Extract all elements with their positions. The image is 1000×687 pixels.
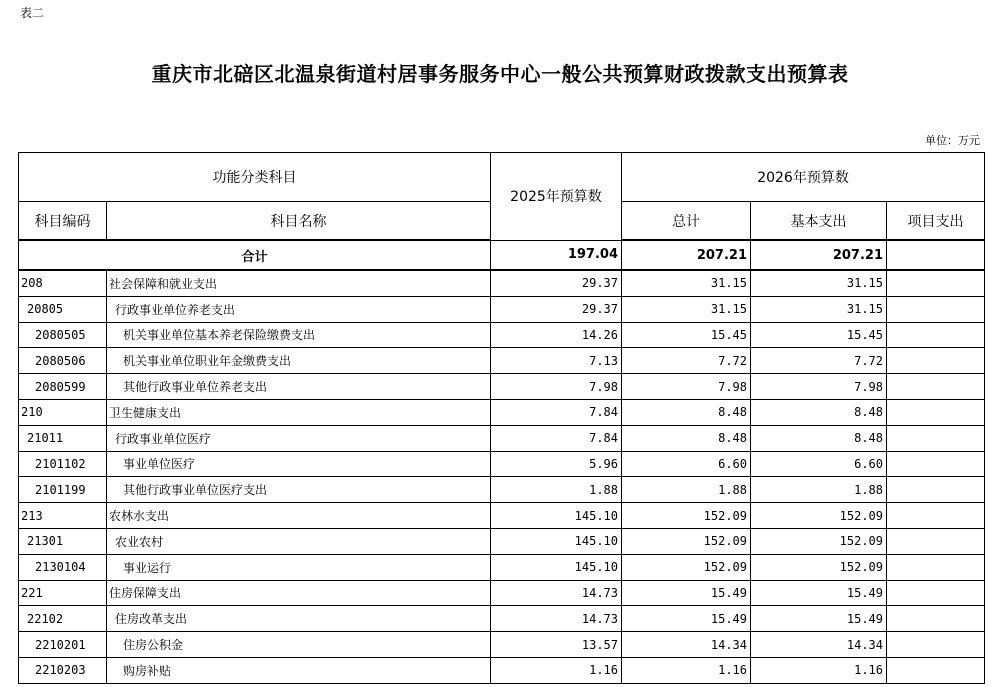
- cell-name: 事业单位医疗: [107, 451, 491, 477]
- cell-2025: 7.13: [491, 348, 622, 374]
- table-row: [19, 270, 985, 296]
- cell-code: 2130104: [19, 554, 107, 580]
- cell-2025: 145.10: [491, 554, 622, 580]
- cell-name: 行政事业单位医疗: [107, 425, 491, 451]
- cell-code: 22102: [19, 606, 107, 632]
- table-row: [19, 606, 985, 632]
- page-title: 重庆市北碚区北温泉街道村居事务服务中心一般公共预算财政拨款支出预算表: [151, 62, 849, 86]
- cell-2026-total: 152.09: [622, 503, 751, 529]
- cell-code: 21301: [19, 528, 107, 554]
- cell-name: 行政事业单位养老支出: [107, 296, 491, 322]
- cell-2026-basic: 1.88: [751, 477, 887, 503]
- table-row: [19, 322, 985, 348]
- table-row: [19, 425, 985, 451]
- cell-2026-project: [887, 399, 985, 425]
- cell-2026-basic: 7.72: [751, 348, 887, 374]
- cell-name: 社会保障和就业支出: [107, 270, 491, 296]
- cell-code: 2080506: [19, 348, 107, 374]
- cell-2025: 13.57: [491, 632, 622, 658]
- cell-2026-project: [887, 606, 985, 632]
- header-budget-2025: 2025年预算数: [491, 153, 622, 241]
- cell-2026-basic: 14.34: [751, 632, 887, 658]
- unit-label: 单位：万元: [925, 134, 980, 147]
- cell-2026-basic: 15.49: [751, 606, 887, 632]
- cell-2026-project: [887, 296, 985, 322]
- cell-name: 其他行政事业单位医疗支出: [107, 477, 491, 503]
- cell-code: 2080505: [19, 322, 107, 348]
- cell-2026-basic: 31.15: [751, 296, 887, 322]
- cell-2026-project: [887, 554, 985, 580]
- cell-2025: 14.73: [491, 606, 622, 632]
- cell-name: 农林水支出: [107, 503, 491, 529]
- cell-2026-basic: 15.49: [751, 580, 887, 606]
- cell-2026-project: [887, 657, 985, 683]
- cell-code: 213: [19, 503, 107, 529]
- cell-2026-total: 7.98: [622, 374, 751, 400]
- cell-2026-project: [887, 477, 985, 503]
- cell-2025: 7.84: [491, 425, 622, 451]
- table-row: [19, 657, 985, 683]
- cell-2025: 29.37: [491, 296, 622, 322]
- cell-2025: 14.73: [491, 580, 622, 606]
- table-row: [19, 554, 985, 580]
- cell-2026-project: [887, 451, 985, 477]
- cell-2026-total: 14.34: [622, 632, 751, 658]
- header-basic: 基本支出: [751, 202, 887, 241]
- cell-2026-total: 15.45: [622, 322, 751, 348]
- cell-2026-project: [887, 528, 985, 554]
- cell-name: 其他行政事业单位养老支出: [107, 374, 491, 400]
- cell-code: 21011: [19, 425, 107, 451]
- cell-code: 2080599: [19, 374, 107, 400]
- header-project: 项目支出: [887, 202, 985, 241]
- cell-2025: 7.98: [491, 374, 622, 400]
- cell-2025: 145.10: [491, 503, 622, 529]
- table-row: [19, 399, 985, 425]
- table-row: [19, 477, 985, 503]
- cell-name: 购房补贴: [107, 657, 491, 683]
- cell-2025: 7.84: [491, 399, 622, 425]
- cell-2026-total: 8.48: [622, 425, 751, 451]
- cell-2026-total: 31.15: [622, 296, 751, 322]
- table-row: [19, 528, 985, 554]
- header-func-category: 功能分类科目: [19, 153, 491, 202]
- total-2026-basic: 207.21: [751, 240, 887, 270]
- table-row: [19, 374, 985, 400]
- cell-2026-project: [887, 632, 985, 658]
- header-total: 总计: [622, 202, 751, 241]
- table-row: [19, 503, 985, 529]
- cell-2026-basic: 8.48: [751, 399, 887, 425]
- cell-2026-total: 152.09: [622, 528, 751, 554]
- cell-2025: 14.26: [491, 322, 622, 348]
- cell-name: 机关事业单位基本养老保险缴费支出: [107, 322, 491, 348]
- cell-name: 机关事业单位职业年金缴费支出: [107, 348, 491, 374]
- cell-2026-project: [887, 348, 985, 374]
- total-2025: 197.04: [491, 240, 622, 270]
- cell-code: 2210203: [19, 657, 107, 683]
- cell-2026-basic: 31.15: [751, 270, 887, 296]
- cell-2025: 1.16: [491, 657, 622, 683]
- table-row: [19, 451, 985, 477]
- cell-2025: 5.96: [491, 451, 622, 477]
- cell-2026-total: 31.15: [622, 270, 751, 296]
- cell-2025: 1.88: [491, 477, 622, 503]
- cell-2026-project: [887, 322, 985, 348]
- header-code: 科目编码: [19, 202, 107, 241]
- table-number-tag: 表二: [20, 6, 45, 20]
- header-row-1: [19, 153, 985, 202]
- total-label: 合计: [19, 240, 491, 270]
- cell-code: 221: [19, 580, 107, 606]
- cell-2026-basic: 7.98: [751, 374, 887, 400]
- cell-2026-project: [887, 425, 985, 451]
- cell-2026-project: [887, 270, 985, 296]
- cell-code: 2101102: [19, 451, 107, 477]
- cell-name: 住房公积金: [107, 632, 491, 658]
- header-name: 科目名称: [107, 202, 491, 241]
- cell-2026-basic: 1.16: [751, 657, 887, 683]
- cell-code: 2210201: [19, 632, 107, 658]
- cell-2026-total: 15.49: [622, 606, 751, 632]
- table-row: [19, 296, 985, 322]
- cell-name: 住房改革支出: [107, 606, 491, 632]
- cell-2026-project: [887, 503, 985, 529]
- total-2026-project: [887, 240, 985, 270]
- cell-2026-basic: 152.09: [751, 554, 887, 580]
- cell-2026-total: 1.16: [622, 657, 751, 683]
- table-row: [19, 580, 985, 606]
- cell-code: 208: [19, 270, 107, 296]
- cell-2026-project: [887, 580, 985, 606]
- cell-code: 210: [19, 399, 107, 425]
- cell-2026-basic: 6.60: [751, 451, 887, 477]
- cell-2026-total: 6.60: [622, 451, 751, 477]
- cell-2026-basic: 15.45: [751, 322, 887, 348]
- cell-2026-basic: 8.48: [751, 425, 887, 451]
- cell-name: 住房保障支出: [107, 580, 491, 606]
- table-row: [19, 632, 985, 658]
- cell-code: 2101199: [19, 477, 107, 503]
- cell-2026-total: 8.48: [622, 399, 751, 425]
- budget-table: [18, 152, 985, 684]
- cell-2026-project: [887, 374, 985, 400]
- cell-2026-total: 15.49: [622, 580, 751, 606]
- cell-2026-total: 152.09: [622, 554, 751, 580]
- cell-code: 20805: [19, 296, 107, 322]
- table-row: [19, 348, 985, 374]
- cell-2026-total: 1.88: [622, 477, 751, 503]
- total-2026-total: 207.21: [622, 240, 751, 270]
- cell-2025: 145.10: [491, 528, 622, 554]
- cell-2026-basic: 152.09: [751, 503, 887, 529]
- cell-name: 事业运行: [107, 554, 491, 580]
- total-row: [19, 240, 985, 270]
- cell-2025: 29.37: [491, 270, 622, 296]
- cell-name: 卫生健康支出: [107, 399, 491, 425]
- cell-2026-basic: 152.09: [751, 528, 887, 554]
- cell-name: 农业农村: [107, 528, 491, 554]
- cell-2026-total: 7.72: [622, 348, 751, 374]
- header-budget-2026: 2026年预算数: [622, 153, 985, 202]
